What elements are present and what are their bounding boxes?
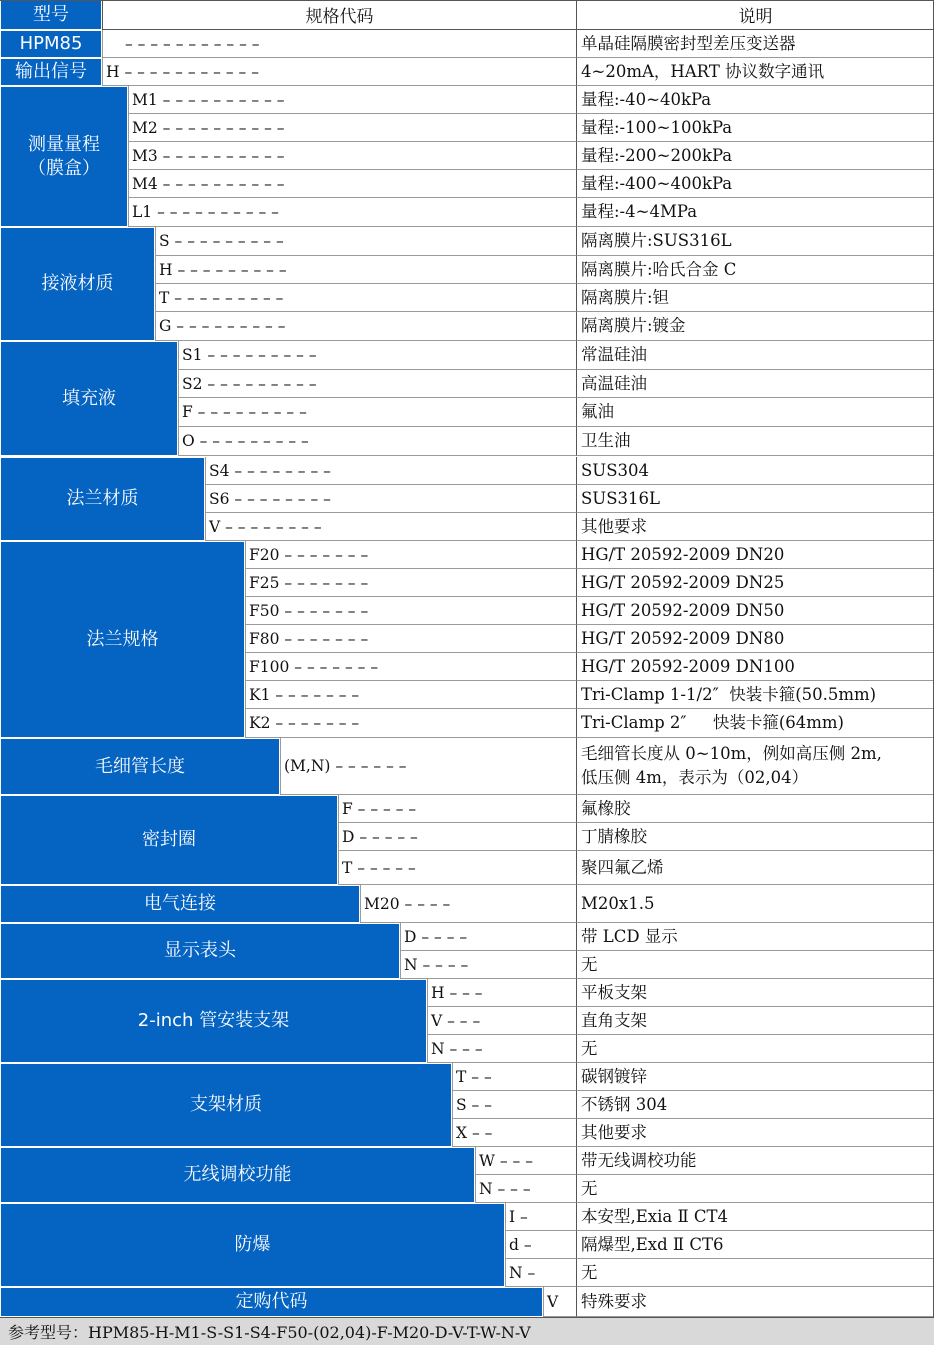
option-description (576, 427, 934, 456)
option-description-text: 隔离膜片:镀金 (581, 316, 686, 335)
header-spec-code: 规格代码 (102, 0, 576, 30)
option-code-text: O – – – – – – – – – (182, 432, 309, 450)
option-description (576, 541, 934, 569)
option-description (576, 653, 934, 681)
option-code (427, 1007, 576, 1035)
group-label (0, 1063, 452, 1147)
option-description-text: 其他要求 (581, 516, 647, 536)
option-description (576, 1259, 934, 1287)
option-description (576, 1091, 934, 1119)
reference-model-text: 参考型号：HPM85-H-M1-S-S1-S4-F50-(02,04)-F-M20-D-V-T-W-N-V (8, 1323, 531, 1342)
option-description (576, 738, 934, 795)
option-code (178, 370, 576, 398)
header-description: 说明 (576, 0, 934, 30)
option-code (155, 256, 576, 284)
group-label-text: 电气连接 (144, 893, 216, 914)
option-description (576, 485, 934, 513)
option-description-text: 碳钢镀锌 (581, 1066, 647, 1086)
option-code-text: F100 – – – – – – – (249, 657, 379, 676)
option-code-text: L1 – – – – – – – – – – (132, 203, 279, 221)
option-code-text: (M,N) – – – – – – (284, 757, 407, 775)
header-model: 型号 (0, 0, 102, 30)
option-code (155, 284, 576, 312)
product-dashes: – – – – – – – – – – – (102, 30, 576, 58)
option-description-text: 常温硅油 (581, 345, 647, 364)
option-code (452, 1119, 576, 1147)
option-description-text: 平板支架 (581, 982, 647, 1002)
option-code (338, 823, 576, 851)
option-code-text: S2 – – – – – – – – – (182, 374, 317, 393)
option-code (505, 1203, 576, 1231)
option-description (576, 1147, 934, 1175)
option-code (155, 312, 576, 341)
option-code (205, 485, 576, 513)
option-description (576, 142, 934, 170)
option-code (543, 1287, 576, 1317)
option-code-text: S – – (456, 1095, 492, 1114)
option-code (475, 1175, 576, 1203)
option-description (576, 1203, 934, 1231)
option-description-text: Tri-Clamp 2″ 快装卡箍(64mm) (581, 713, 844, 732)
option-code-text: V – – – (431, 1011, 481, 1030)
option-description-text: 高温硅油 (581, 373, 647, 393)
option-code-text: G – – – – – – – – – (159, 317, 286, 335)
option-code-text: N – – – (479, 1179, 531, 1198)
group-label (0, 979, 427, 1063)
option-description (576, 1063, 934, 1091)
option-code (128, 142, 576, 170)
option-code-text: M3 – – – – – – – – – – (132, 146, 285, 165)
group-label-text: 测量量程 （膜盒） (28, 133, 100, 179)
option-code-text: F – – – – – – – – – (182, 403, 307, 421)
option-description-text: 4~20mA，HART 协议数字通讯 (581, 61, 825, 81)
product-model-cell: HPM85 (0, 30, 102, 58)
group-label (0, 738, 280, 795)
option-code (245, 625, 576, 653)
option-code-text: M2 – – – – – – – – – – (132, 118, 285, 137)
option-description-text: 无 (581, 1178, 598, 1198)
option-description (576, 198, 934, 227)
option-code-text: I – (509, 1207, 528, 1226)
option-code (427, 979, 576, 1007)
group-label (0, 1147, 475, 1203)
group-label-text: 无线调校功能 (183, 1164, 292, 1185)
option-code (280, 738, 576, 795)
option-code (245, 541, 576, 569)
group-label-text: 定购代码 (235, 1291, 308, 1312)
option-description-text: 氟橡胶 (581, 798, 631, 818)
product-description: 单晶硅隔膜密封型差压变送器 (576, 30, 934, 58)
option-code-text: F25 – – – – – – – (249, 573, 369, 592)
option-description-text: 无 (581, 1262, 598, 1282)
option-code (245, 709, 576, 738)
option-description (576, 1119, 934, 1147)
option-code-text: T – – – – – – – – – (159, 288, 284, 307)
option-code-text: W – – – (479, 1151, 533, 1170)
option-description (576, 256, 934, 284)
option-code (178, 341, 576, 370)
option-description (576, 58, 934, 86)
option-description-text: 隔离膜片:钽 (581, 287, 670, 307)
option-code-text: S1 – – – – – – – – – (182, 346, 317, 364)
option-code-text: M20 – – – – (364, 894, 451, 913)
option-description-text: 特殊要求 (581, 1291, 647, 1311)
group-label-text: 毛细管长度 (95, 755, 185, 777)
option-code (400, 923, 576, 951)
option-code (178, 398, 576, 427)
option-code (205, 513, 576, 541)
option-description-text: 量程:-100~100kPa (581, 117, 733, 137)
group-label (0, 541, 245, 738)
group-label-text: 支架材质 (190, 1094, 262, 1115)
option-description-text: 量程:-200~200kPa (581, 145, 733, 165)
option-description (576, 625, 934, 653)
option-code (245, 569, 576, 597)
option-code (155, 227, 576, 256)
option-description-text: SUS316L (581, 488, 660, 508)
option-code-text: N – – – – (404, 955, 469, 974)
option-code (178, 427, 576, 456)
option-description (576, 457, 934, 485)
option-code-text: S – – – – – – – – – (159, 232, 284, 250)
option-description-text: 量程:-40~40kPa (581, 89, 712, 109)
option-code-text: d – (509, 1235, 532, 1254)
option-description-text: 直角支架 (581, 1010, 647, 1030)
group-label (0, 885, 360, 923)
group-label (0, 227, 155, 341)
option-description (576, 341, 934, 370)
option-description-text: Tri-Clamp 1-1/2″ 快装卡箍(50.5mm) (581, 684, 877, 704)
group-label (0, 1287, 543, 1317)
option-description (576, 312, 934, 341)
option-description (576, 1007, 934, 1035)
option-description (576, 1231, 934, 1259)
option-code-text: K2 – – – – – – – (249, 714, 360, 732)
option-code-text: V – – – – – – – – (209, 517, 322, 536)
option-code (102, 58, 576, 86)
option-code (128, 198, 576, 227)
option-description-text: 氟油 (581, 402, 614, 421)
option-description (576, 709, 934, 738)
group-label-text: 显示表头 (164, 940, 236, 961)
option-code-text: D – – – – – (342, 827, 418, 846)
option-code-text: F80 – – – – – – – (249, 629, 369, 648)
option-code (245, 653, 576, 681)
option-description (576, 284, 934, 312)
group-label-text: 填充液 (62, 387, 116, 409)
group-label-text: 法兰规格 (86, 628, 159, 650)
group-label-text: 输出信号 (15, 61, 87, 82)
group-label-text: 法兰材质 (66, 488, 139, 509)
option-description-text: 卫生油 (581, 431, 631, 450)
group-label-text: 防爆 (234, 1234, 271, 1255)
option-code-text: D – – – – (404, 927, 468, 946)
option-code-text: S4 – – – – – – – – (209, 461, 331, 480)
option-description (576, 851, 934, 885)
option-code-text: F – – – – – (342, 799, 417, 818)
group-label (0, 457, 205, 541)
option-code (427, 1035, 576, 1063)
option-code-text: N – (509, 1263, 536, 1282)
option-description-text: 带 LCD 显示 (581, 926, 678, 946)
option-description (576, 513, 934, 541)
option-code (338, 795, 576, 823)
option-description-text: 其他要求 (581, 1122, 647, 1142)
option-description (576, 979, 934, 1007)
option-code (205, 457, 576, 485)
option-description (576, 951, 934, 979)
option-code-text: N – – – (431, 1039, 483, 1058)
option-code (128, 170, 576, 198)
option-description (576, 370, 934, 398)
option-code (245, 681, 576, 709)
option-code-text: H – – – – – – – – – – – (106, 62, 259, 81)
option-description (576, 681, 934, 709)
frame-line (0, 0, 934, 1)
option-description-text: 无 (581, 1038, 598, 1058)
option-code (505, 1259, 576, 1287)
option-description-text: 聚四氟乙烯 (581, 857, 664, 877)
option-description-text: 隔离膜片:SUS316L (581, 231, 732, 250)
option-description (576, 114, 934, 142)
option-description-text: SUS304 (581, 460, 650, 480)
option-code (400, 951, 576, 979)
option-description-text: 带无线调校功能 (581, 1150, 697, 1170)
option-description-text: M20x1.5 (581, 893, 655, 913)
option-description-text: HG/T 20592-2009 DN25 (581, 572, 785, 592)
option-code-text: T – – – – – (342, 858, 416, 877)
option-code (128, 114, 576, 142)
option-description-text: HG/T 20592-2009 DN50 (581, 600, 785, 620)
group-label (0, 341, 178, 456)
option-description (576, 597, 934, 625)
option-description-text: 丁腈橡胶 (581, 826, 647, 846)
option-description-text: 量程:-400~400kPa (581, 173, 733, 193)
option-code (505, 1231, 576, 1259)
option-description-text: HG/T 20592-2009 DN100 (581, 656, 795, 676)
option-description-text: 毛细管长度从 0~10m，例如高压侧 2m, 低压侧 4m，表示为（02,04） (581, 744, 882, 787)
option-description (576, 227, 934, 256)
option-description-text: 不锈钢 304 (581, 1094, 668, 1114)
option-code (475, 1147, 576, 1175)
option-code (452, 1091, 576, 1119)
option-code-text: H – – – (431, 983, 483, 1002)
option-code-text: S6 – – – – – – – – (209, 489, 331, 508)
group-label-text: 密封圈 (142, 829, 196, 850)
option-description (576, 1287, 934, 1317)
option-description (576, 170, 934, 198)
group-label (0, 923, 400, 979)
option-description (576, 398, 934, 427)
option-code-text: K1 – – – – – – – (249, 685, 360, 704)
option-description-text: 本安型,Exia Ⅱ CT4 (581, 1206, 729, 1226)
option-code-text: T – – (456, 1067, 492, 1086)
option-code (128, 86, 576, 114)
option-code-text: F20 – – – – – – – (249, 545, 369, 564)
option-description-text: HG/T 20592-2009 DN80 (581, 628, 785, 648)
option-code (360, 885, 576, 923)
option-description (576, 1035, 934, 1063)
option-description-text: 隔爆型,Exd Ⅱ CT6 (581, 1234, 724, 1254)
option-code (452, 1063, 576, 1091)
option-code-text: H – – – – – – – – – (159, 260, 287, 279)
option-description (576, 923, 934, 951)
option-description (576, 86, 934, 114)
option-code-text: V (547, 1292, 559, 1311)
option-description (576, 1175, 934, 1203)
group-label (0, 795, 338, 885)
option-description-text: 量程:-4~4MPa (581, 202, 698, 221)
option-code-text: F50 – – – – – – – (249, 601, 369, 620)
group-label (0, 58, 102, 86)
option-code-text: M1 – – – – – – – – – – (132, 90, 285, 109)
group-label-text: 接液材质 (41, 273, 114, 294)
group-label (0, 86, 128, 227)
option-code (245, 597, 576, 625)
option-code-text: X – – (456, 1123, 493, 1142)
group-label-text: 2-inch 管安装支架 (137, 1010, 290, 1031)
option-description (576, 885, 934, 923)
option-code (338, 851, 576, 885)
option-code-text: M4 – – – – – – – – – – (132, 174, 285, 193)
option-description (576, 795, 934, 823)
reference-model-footer (0, 1317, 934, 1345)
option-description (576, 823, 934, 851)
option-description (576, 569, 934, 597)
group-label (0, 1203, 505, 1287)
option-description-text: 无 (581, 954, 598, 974)
option-description-text: HG/T 20592-2009 DN20 (581, 544, 785, 564)
option-description-text: 隔离膜片:哈氏合金 C (581, 259, 737, 279)
